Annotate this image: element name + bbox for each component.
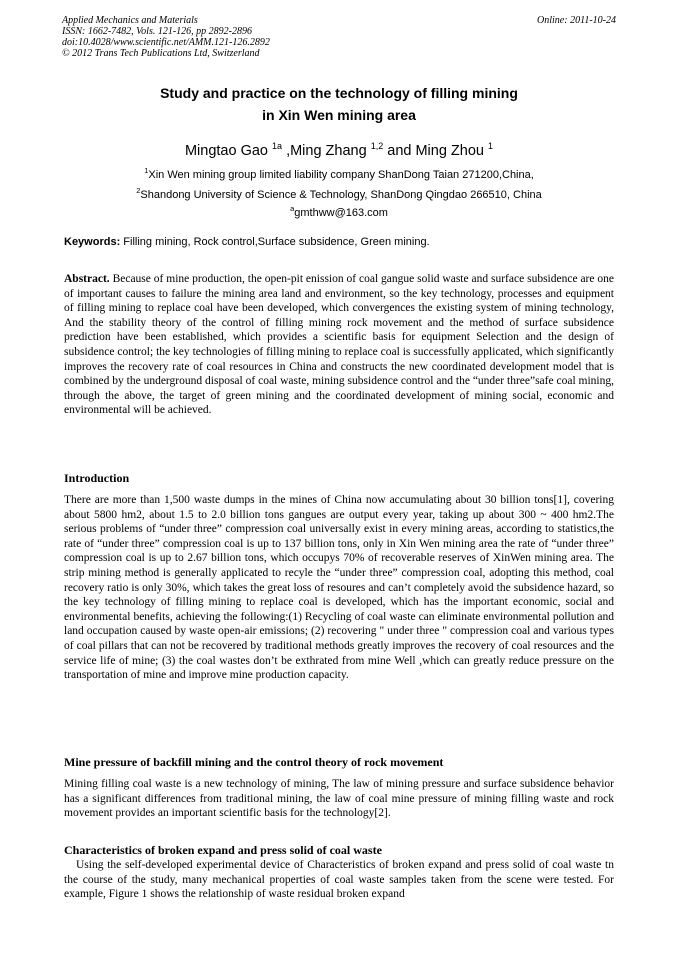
affiliation-2 [64,183,614,203]
affiliation-1 [64,163,614,183]
author-1: Mingtao Gao [184,143,268,159]
mine-pressure-paragraph: Mining filling coal waste is a new technology of mining, The law of mining pressure and surface subsidence behavior has a significant differences from traditional mining, the law of coal mine pressure of mining filling waste and rock movement provides an important scientific basis for the technology[2]. [64,778,614,820]
abstract [64,272,614,418]
contact-email [64,201,614,221]
abstract-text: Because of mine production, the open-pit enission of coal gangue solid waste and surface subsidence are one of important causes to failure the mining area land and environment, so the key technology, processes and equipment of filling mining to replace coal have been developed, which convergences the existing system of mining technology, And the stability theory of the control of filling mining rock movement and the method of surface subsidence prediction have been established, which provides a scientific basis for equipment Selection and the design of subsidence control; the key technologies of filling mining to replace coal is successfully applicated, which significantly improves the recovery rate of coal resources in China and constructs the new coordinated development model that is combined by the underground disposal of coal waste, mining subsidence control and the “under three”safe coal mining, through the above, the target of green mining and the coordinated development of mining social, economic and environmental will be achieved. [64,273,614,417]
author-3: and Ming Zhou [387,143,484,159]
keywords-text: Filling mining, Rock control,Surface subsidence, Green mining. [120,236,430,248]
characteristics-paragraph: Using the self-developed experimental device of Characteristics of broken expand and press solid of coal waste tn the course of the study, many mechanical properties of coal waste samples taken from the scene were tested. For example, Figure 1 shows the relationship of waste residual broken expand [64,859,614,901]
author-1-affil: 1a [272,141,283,151]
keywords [64,235,614,250]
affiliation-1-text: Xin Wen mining group limited liability company ShanDong Taian 271200,China, [148,169,534,181]
email-mark: a [290,204,295,213]
author-2-affil: 1,2 [370,141,384,151]
abstract-label: Abstract. [64,273,110,285]
author-3-affil: 1 [488,141,494,151]
author-2: ,Ming Zhang [286,143,367,159]
introduction-paragraph: There are more than 1,500 waste dumps in the mines of China now accumulating about 30 billion tons[1], covering about 5800 hm2, about 1.5 to 2.0 billion tons gangues are output every year, taking up about 300 ~ 400 hm2.The serious problems of “under three” compression coal universally exist in every mining areas, according to statistics,the rate of “under three” compression coal is up to 137 billion tons, only in Xin Wen mining area the rate of “under three” compression coal is up to 2.67 billion tons, which occupys 70% of recoverable reserves of XinWen mining area. The strip mining method is generally applicated to recyle the “under three” compression coal, adopting this method, coal recovery ratio is only 30%, which takes the great loss of resoures and can’t completely avoid the subsidence hazard, so the key technology of filling mining to replace coal is developed, which has the important economic, social and environmental benefits, achieving the following:(1) Recycling of coal waste can eliminate environmental pollution and land occupation caused by waste open-air emissions; (2) recovering " under three " compression coal and various types of coal pillars that can not be recovered by traditional methods greatly improves the recovery of coal resources and the service life of mine; (3) the coal wastes don’t be exthrated from mine Well ,which can greatly reduce pressure on the transportation of mine and improve mine production capacity. [64,494,614,682]
affiliation-2-text: Shandong University of Science & Technology, ShanDong Qingdao 266510, China [140,189,542,201]
paper-title [64,82,614,126]
section-heading-introduction: Introduction [64,471,130,485]
journal-header [62,15,616,59]
keywords-label: Keywords: [64,236,121,248]
subsection-heading-characteristics: Characteristics of broken expand and press solid of coal waste [64,843,382,857]
affiliation-2-mark: 2 [136,186,141,195]
title-line-1: Study and practice on the technology of filling mining [160,85,518,101]
affiliations [64,163,614,203]
section-heading-mine-pressure: Mine pressure of backfill mining and the control theory of rock movement [64,755,444,769]
email-address: gmthww@163.com [294,207,388,219]
online-date: Online: 2011-10-24 [537,15,616,26]
author-list [64,136,614,161]
affiliation-1-mark: 1 [144,166,149,175]
issn-line: ISSN: 1662-7482, Vols. 121-126, pp 2892-2896 [62,26,252,37]
journal-name: Applied Mechanics and Materials [62,15,198,26]
doi-line: doi:10.4028/www.scientific.net/AMM.121-126.2892 [62,37,270,48]
title-line-2: in Xin Wen mining area [262,107,416,123]
copyright-line: © 2012 Trans Tech Publications Ltd, Switzerland [62,48,260,59]
